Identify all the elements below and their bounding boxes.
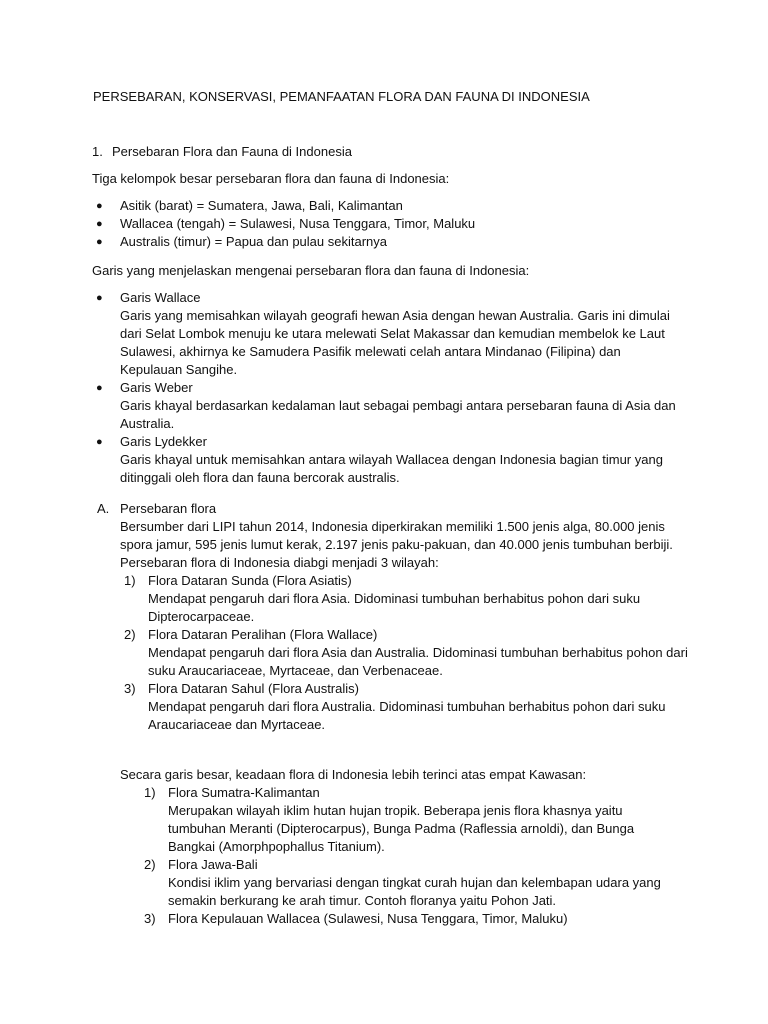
intro-groups: Tiga kelompok besar persebaran flora dan fauna di Indonesia: bbox=[92, 171, 450, 186]
region-name: Flora Dataran Peralihan (Flora Wallace) bbox=[148, 627, 378, 642]
line-name: Garis Wallace bbox=[120, 290, 201, 305]
list-item bbox=[120, 626, 692, 680]
group-text: Asitik (barat) = Sumatera, Jawa, Bali, Kalimantan bbox=[120, 198, 403, 213]
region-desc: Mendapat pengaruh dari flora Asia dan Australia. Didominasi tumbuhan berhabitus pohon dari suku Araucariaceae, Myrtaceae, dan Verbenaceae. bbox=[148, 645, 688, 678]
region-desc: Mendapat pengaruh dari flora Asia. Didominasi tumbuhan berhabitus pohon dari suku Dipterocarpaceae. bbox=[148, 591, 641, 624]
section-a-label: A. bbox=[97, 501, 110, 516]
kawasan-list bbox=[140, 784, 680, 928]
bullet-icon: ● bbox=[96, 292, 103, 304]
group-text: Wallacea (tengah) = Sulawesi, Nusa Tenggara, Timor, Maluku bbox=[120, 216, 476, 231]
item-number: 3) bbox=[144, 911, 156, 926]
line-desc: Garis yang memisahkan wilayah geografi hewan Asia dengan hewan Australia. Garis ini dimulai dari Selat Lombok menuju ke utara melewati Selat Makassar dan kemudian membelok ke Laut Sulawesi, akhirnya ke Samudera Pasifik melewati celah antara Mindanao (Filipina) dan Kepulauan Sangihe. bbox=[120, 308, 670, 377]
section-a-intro: Bersumber dari LIPI tahun 2014, Indonesia diperkirakan memiliki 1.500 jenis alga, 80.000 jenis spora jamur, 595 jenis lumut kerak, 2.197 jenis paku-pakuan, dan 40.000 jenis tumbuhan berbiji. Persebaran flora di Indonesia diabgi menjadi 3 wilayah: bbox=[120, 519, 673, 570]
document-title: PERSEBARAN, KONSERVASI, PEMANFAATAN FLORA DAN FAUNA DI INDONESIA bbox=[93, 89, 590, 104]
intro-lines: Garis yang menjelaskan mengenai persebaran flora dan fauna di Indonesia: bbox=[92, 263, 530, 278]
kawasan-name: Flora Jawa-Bali bbox=[168, 857, 258, 872]
kawasan-desc: Kondisi iklim yang bervariasi dengan tingkat curah hujan dan kelembapan udara yang semakin berkurang ke arah timur. Contoh floranya yaitu Pohon Jati. bbox=[168, 875, 661, 908]
list-item bbox=[140, 910, 680, 928]
list-item bbox=[140, 784, 680, 856]
section-1-number: 1. bbox=[92, 144, 103, 159]
list-item bbox=[92, 433, 677, 487]
bullet-icon: ● bbox=[96, 436, 103, 448]
line-desc: Garis khayal berdasarkan kedalaman laut sebagai pembagi antara persebaran fauna di Asia dan Australia. bbox=[120, 398, 676, 431]
list-item bbox=[92, 379, 677, 433]
group-text: Australis (timur) = Papua dan pulau sekitarnya bbox=[120, 234, 387, 249]
kawasan-intro: Secara garis besar, keadaan flora di Indonesia lebih terinci atas empat Kawasan: bbox=[120, 767, 587, 782]
list-item bbox=[92, 233, 692, 251]
regions-list bbox=[120, 572, 692, 734]
section-a bbox=[92, 500, 692, 734]
bullet-icon: ● bbox=[96, 200, 103, 212]
bullet-icon: ● bbox=[96, 236, 103, 248]
list-item bbox=[92, 197, 692, 215]
bullet-icon: ● bbox=[96, 218, 103, 230]
line-desc: Garis khayal untuk memisahkan antara wilayah Wallacea dengan Indonesia bagian timur yang ditinggali oleh flora dan fauna bercorak australis. bbox=[120, 452, 663, 485]
item-number: 2) bbox=[124, 627, 136, 642]
list-item bbox=[140, 856, 680, 910]
groups-list bbox=[92, 197, 692, 251]
lines-list bbox=[92, 289, 677, 487]
item-number: 2) bbox=[144, 857, 156, 872]
region-desc: Mendapat pengaruh dari flora Australia. Didominasi tumbuhan berhabitus pohon dari suku Araucariaceae dan Myrtaceae. bbox=[148, 699, 666, 732]
bullet-icon: ● bbox=[96, 382, 103, 394]
kawasan-name: Flora Sumatra-Kalimantan bbox=[168, 785, 320, 800]
section-a-title: Persebaran flora bbox=[120, 501, 217, 516]
list-item bbox=[120, 680, 692, 734]
kawasan-section bbox=[120, 766, 680, 928]
list-item bbox=[120, 572, 692, 626]
section-1-title: Persebaran Flora dan Fauna di Indonesia bbox=[112, 144, 352, 159]
list-item bbox=[92, 289, 677, 379]
region-name: Flora Dataran Sahul (Flora Australis) bbox=[148, 681, 359, 696]
line-name: Garis Lydekker bbox=[120, 434, 207, 449]
item-number: 1) bbox=[144, 785, 156, 800]
region-name: Flora Dataran Sunda (Flora Asiatis) bbox=[148, 573, 352, 588]
item-number: 3) bbox=[124, 681, 136, 696]
line-name: Garis Weber bbox=[120, 380, 193, 395]
kawasan-desc: Merupakan wilayah iklim hutan hujan tropik. Beberapa jenis flora khasnya yaitu tumbuhan Meranti (Dipterocarpus), Bunga Padma (Raflessia arnoldi), dan Bunga Bangkai (Amorphpophallus Titanium). bbox=[168, 803, 635, 854]
kawasan-name: Flora Kepulauan Wallacea (Sulawesi, Nusa Tenggara, Timor, Maluku) bbox=[168, 911, 568, 926]
list-item bbox=[92, 215, 692, 233]
item-number: 1) bbox=[124, 573, 136, 588]
